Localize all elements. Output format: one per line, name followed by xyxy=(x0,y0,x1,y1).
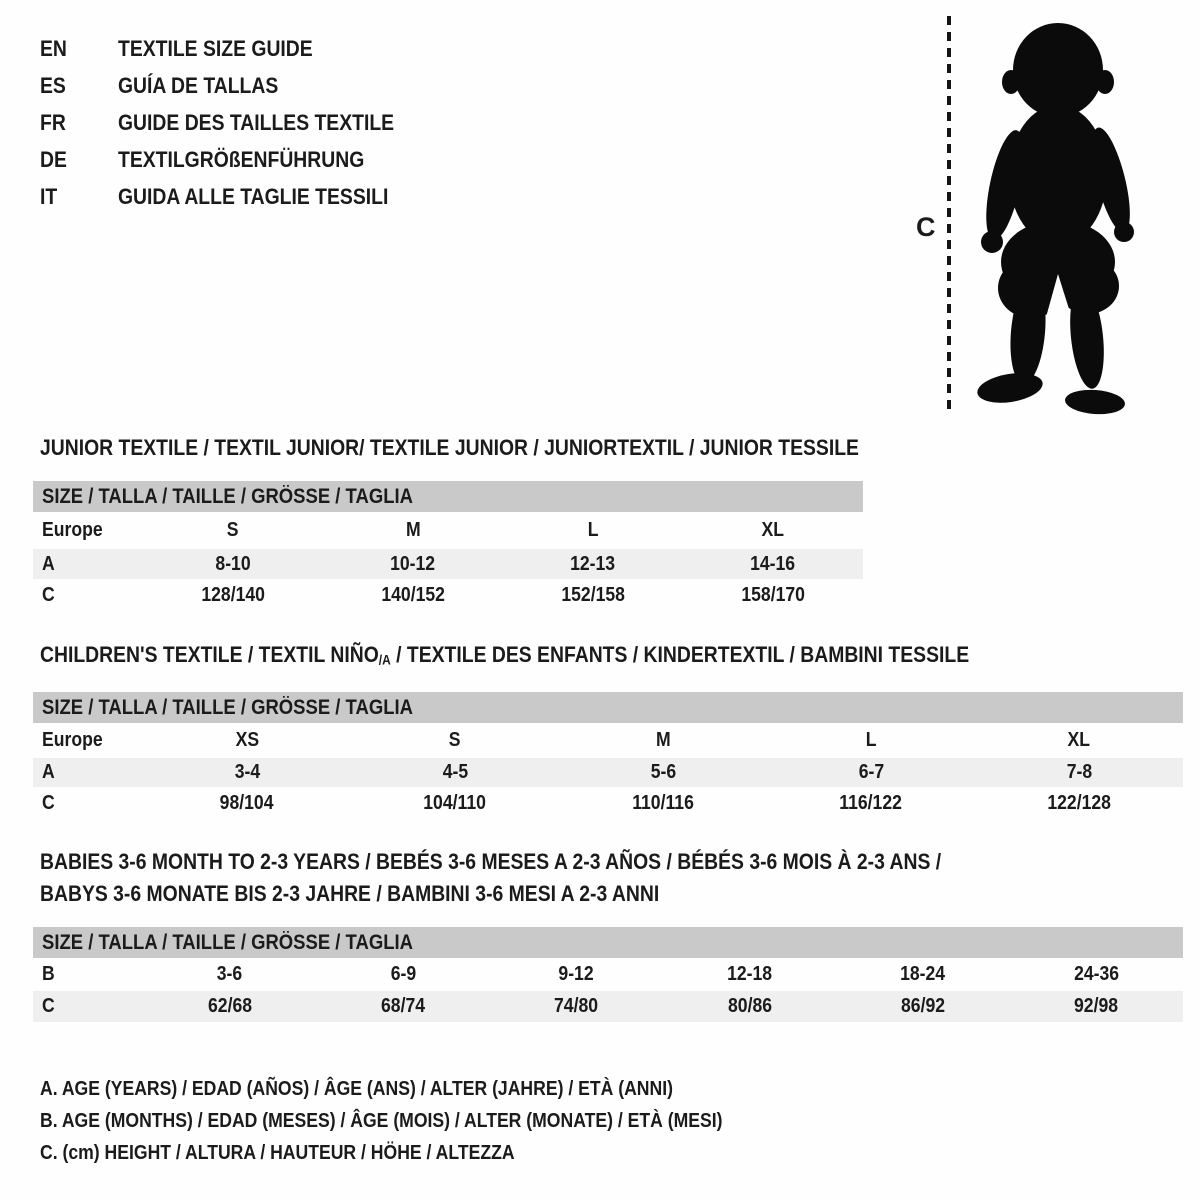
measurement-legend xyxy=(40,1073,816,1169)
babies-heading-line1: BABIES 3-6 MONTH TO 2-3 YEARS / BEBÉS 3-6 MESES A 2-3 AÑOS / BÉBÉS 3-6 MOIS À 2-3 ANS / xyxy=(40,849,942,874)
age-cell: 14-16 xyxy=(750,552,796,575)
region-label: Europe xyxy=(42,519,103,541)
age-cell: 3-4 xyxy=(234,761,260,783)
height-cell: 116/122 xyxy=(839,791,903,814)
babies-heading-line2: BABYS 3-6 MONATE BIS 2-3 JAHRE / BAMBINI 3-6 MESI A 2-3 ANNI xyxy=(40,881,660,906)
size-cell: XS xyxy=(235,729,259,751)
junior-europe-row xyxy=(33,512,863,549)
guide-title-es: GUÍA DE TALLAS xyxy=(118,72,279,98)
age-cell: 5-6 xyxy=(650,761,676,783)
age-cell: 8-10 xyxy=(215,552,251,575)
size-cell: L xyxy=(865,729,877,751)
junior-section-heading: JUNIOR TEXTILE / TEXTIL JUNIOR/ TEXTILE JUNIOR / JUNIORTEXTIL / JUNIOR TESSILE xyxy=(40,435,859,460)
junior-size-table xyxy=(33,481,863,611)
babies-months-row xyxy=(33,958,1183,991)
babies-section-heading xyxy=(40,846,1064,910)
language-row-en xyxy=(40,30,432,67)
children-size-table-header: SIZE / TALLA / TAILLE / GRÖSSE / TAGLIA xyxy=(33,692,1183,723)
children-size-table xyxy=(33,692,1183,819)
row-label: C xyxy=(42,995,55,1017)
months-cell: 18-24 xyxy=(900,963,946,985)
legend-line-height-cm: C. (cm) HEIGHT / ALTURA / HAUTEUR / HÖHE / ALTEZZA xyxy=(40,1141,515,1164)
height-cell: 122/128 xyxy=(1047,791,1111,814)
row-label: C xyxy=(42,583,55,606)
height-cell: 62/68 xyxy=(207,995,252,1017)
language-code: IT xyxy=(40,183,58,209)
months-cell: 24-36 xyxy=(1073,963,1119,985)
nino-a-subscript: /A xyxy=(378,652,391,668)
height-cell: 110/116 xyxy=(632,791,694,814)
height-cell: 92/98 xyxy=(1074,995,1119,1017)
months-cell: 6-9 xyxy=(390,963,416,985)
guide-title-it: GUIDA ALLE TAGLIE TESSILI xyxy=(118,183,389,209)
height-cell: 104/110 xyxy=(423,791,487,814)
height-cell: 68/74 xyxy=(380,995,426,1017)
language-row-it xyxy=(40,178,432,215)
height-cell: 140/152 xyxy=(381,583,445,606)
babies-size-table xyxy=(33,927,1183,1022)
children-height-row xyxy=(33,787,1183,819)
legend-line-age-years: A. AGE (YEARS) / EDAD (AÑOS) / ÂGE (ANS) / ALTER (JAHRE) / ETÀ (ANNI) xyxy=(40,1077,673,1100)
dashed-height-line xyxy=(947,16,951,416)
height-measure-label: C xyxy=(916,212,936,242)
height-cell: 80/86 xyxy=(727,995,772,1017)
toddler-silhouette-graphic xyxy=(958,10,1153,422)
children-age-row xyxy=(33,758,1183,787)
guide-title-de: TEXTILGRÖßENFÜHRUNG xyxy=(118,146,365,172)
babies-height-row xyxy=(33,991,1183,1022)
row-label: C xyxy=(42,791,55,814)
region-label: Europe xyxy=(42,729,103,751)
children-section-heading: CHILDREN'S TEXTILE / TEXTIL NIÑO/A / TEXTILE DES ENFANTS / KINDERTEXTIL / BAMBINI TESSILE xyxy=(40,642,970,668)
language-row-fr xyxy=(40,104,432,141)
language-code: FR xyxy=(40,109,66,135)
language-title-list xyxy=(40,30,432,215)
size-cell: S xyxy=(227,519,239,541)
row-label: A xyxy=(42,761,55,783)
language-code: EN xyxy=(40,35,67,61)
row-label: A xyxy=(42,552,55,575)
language-code: ES xyxy=(40,72,66,98)
size-cell: S xyxy=(449,729,461,751)
guide-title-fr: GUIDE DES TAILLES TEXTILE xyxy=(118,109,395,135)
months-cell: 9-12 xyxy=(558,963,594,985)
size-cell: M xyxy=(405,519,421,541)
size-cell: XL xyxy=(761,519,785,541)
height-cell: 74/80 xyxy=(554,995,599,1017)
language-code: DE xyxy=(40,146,67,172)
size-cell: L xyxy=(587,519,599,541)
months-cell: 12-18 xyxy=(727,963,773,985)
guide-title-en: TEXTILE SIZE GUIDE xyxy=(118,35,313,61)
children-europe-row xyxy=(33,723,1183,758)
months-cell: 3-6 xyxy=(216,963,243,985)
legend-line-age-months: B. AGE (MONTHS) / EDAD (MESES) / ÂGE (MOIS) / ALTER (MONATE) / ETÀ (MESI) xyxy=(40,1109,723,1132)
age-cell: 10-12 xyxy=(390,552,436,575)
junior-size-table-header: SIZE / TALLA / TAILLE / GRÖSSE / TAGLIA xyxy=(33,481,863,512)
junior-height-row xyxy=(33,579,863,611)
age-cell: 4-5 xyxy=(442,761,468,783)
height-cell: 152/158 xyxy=(561,583,625,606)
height-cell: 158/170 xyxy=(741,583,805,606)
height-cell: 98/104 xyxy=(220,791,274,814)
size-cell: XL xyxy=(1067,729,1091,751)
size-cell: M xyxy=(655,729,671,751)
height-cell: 128/140 xyxy=(201,583,265,606)
language-row-de xyxy=(40,141,432,178)
age-cell: 7-8 xyxy=(1066,761,1092,783)
height-cell: 86/92 xyxy=(900,995,945,1017)
age-cell: 12-13 xyxy=(570,552,616,575)
language-row-es xyxy=(40,67,432,104)
row-label: B xyxy=(42,963,55,985)
age-cell: 6-7 xyxy=(858,761,884,783)
junior-age-row xyxy=(33,549,863,579)
babies-size-table-header: SIZE / TALLA / TAILLE / GRÖSSE / TAGLIA xyxy=(33,927,1183,958)
